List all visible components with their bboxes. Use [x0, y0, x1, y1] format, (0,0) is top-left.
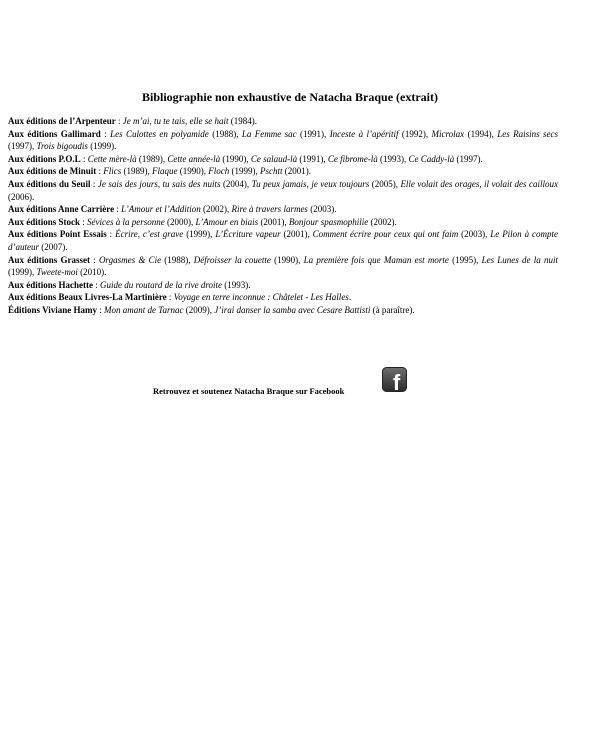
book-title: L’Amour et l’Addition [121, 204, 201, 215]
publisher-name: Aux éditions Gallimard [8, 128, 101, 139]
book-title: La Femme sac [241, 128, 297, 139]
book-title: Écrire, c’est grave [115, 229, 184, 240]
bibliography-entry [8, 304, 558, 317]
entry-text: (2001), [258, 216, 289, 227]
entry-text: (1993), [377, 153, 409, 164]
bibliography-entry [8, 279, 558, 292]
entry-text: (1993). [222, 279, 251, 290]
book-title: L’Écriture vapeur [215, 229, 281, 240]
facebook-promo [0, 367, 590, 396]
publisher-name: Aux éditions P.O.L [8, 153, 81, 164]
entry-text: (1984). [228, 116, 257, 126]
book-title: Flics [103, 166, 122, 177]
publisher-name: Aux éditions Hachette [8, 279, 93, 290]
entry-text: (2002). [368, 216, 397, 227]
entry-text: : [97, 304, 105, 315]
book-title: Défroisser la couette [193, 254, 271, 265]
publisher-name: Éditions Viviane Hamy [8, 304, 98, 315]
bibliography-entry [8, 165, 558, 178]
bibliography-entry [8, 153, 558, 166]
bibliography-entry [8, 254, 558, 279]
book-title: Trois bigoudis [36, 141, 88, 152]
entry-text: (2009), [183, 304, 215, 315]
entry-text: : [93, 279, 101, 290]
book-title: Le Pilon à compte d’auteur [8, 229, 558, 252]
book-title: Pschtt [260, 166, 283, 177]
entry-text: : [115, 116, 123, 126]
facebook-icon[interactable] [382, 367, 407, 392]
book-title: Cette mère-là [87, 153, 137, 164]
entry-text: (à paraître). [370, 304, 415, 315]
entry-text: : [106, 229, 116, 240]
entry-text: : [89, 254, 99, 265]
book-title: Les Raisins secs [497, 128, 559, 139]
publisher-name: Aux éditions Stock [8, 216, 81, 227]
entry-text: (1994), [464, 128, 498, 139]
publisher-name: Aux éditions du Seuil [8, 178, 91, 189]
entry-text: (1997). [454, 153, 483, 164]
entry-text: (2004), [220, 178, 252, 189]
entry-text: (1992), [398, 128, 432, 139]
publisher-name: Aux éditions de l’Arpenteur [8, 116, 116, 126]
entry-text: (2010). [77, 267, 107, 278]
book-title: Flaque [152, 166, 178, 177]
entry-text: (1989), [136, 153, 168, 164]
entry-text: (1991), [297, 153, 328, 164]
book-title: L’Amour en biais [195, 216, 259, 227]
book-title: Microlax [431, 128, 465, 139]
entry-text: (1990), [270, 254, 304, 265]
entry-text: : [114, 204, 122, 215]
entry-text: (2003). [307, 204, 337, 215]
book-title: Voyage en terre inconnue : Châtelet - Les Halles [173, 292, 349, 303]
facebook-label: Retrouvez et soutenez Natacha Braque sur Facebook [153, 386, 345, 396]
book-title: Floch [208, 166, 230, 177]
book-title: Inceste à l’apéritif [329, 128, 399, 139]
bibliography-entry [8, 216, 558, 229]
entry-text: (2001), [280, 229, 313, 240]
bibliography-entry [8, 128, 558, 153]
publisher-name: Aux éditions Anne Carrière [8, 204, 115, 215]
entry-text: (2001). [282, 166, 312, 177]
publisher-name: Aux éditions Point Essais [8, 229, 107, 240]
book-title: Orgasmes & Cie [98, 254, 162, 265]
entry-text: : [100, 128, 111, 139]
publisher-name: Aux éditions Beaux Livres-La Martinière [8, 292, 167, 303]
entry-text: (1989), [121, 166, 153, 177]
book-title: Comment écrire pour ceux qui ont faim [312, 229, 459, 240]
book-title: Cette année-là [167, 153, 221, 164]
entry-text: (1990), [220, 153, 251, 164]
book-title: Tweete-moi [36, 267, 78, 278]
book-title: Elle volait des orages, il volait des cailloux [400, 178, 558, 189]
entry-text: (2006). [8, 191, 35, 202]
book-title: Tu peux jamais, je veux toujours [251, 178, 370, 189]
page-title: Bibliographie non exhaustive de Natacha Braque (extrait) [142, 90, 438, 104]
entry-text: . [348, 292, 352, 303]
bibliography-entry [8, 291, 558, 304]
bibliography-page [8, 90, 558, 317]
entry-text: (2000), [164, 216, 196, 227]
entry-text: (1997), [8, 141, 37, 152]
bibliography-list [8, 115, 558, 317]
book-title: Ce fibrome-là [327, 153, 378, 164]
entry-text: (1999), [229, 166, 261, 177]
book-title: Ce salaud-là [250, 153, 298, 164]
book-title: La première fois que Maman est morte [303, 254, 449, 265]
bibliography-entry [8, 115, 558, 128]
book-title: Je m’ai, tu te tais, elle se hait [122, 116, 229, 126]
entry-text: (1999), [183, 229, 216, 240]
book-title: Je sais des jours, tu sais des nuits [97, 178, 221, 189]
entry-text: (1995), [448, 254, 482, 265]
book-title: Sévices à la personne [87, 216, 165, 227]
publisher-name: Aux éditions de Minuit [8, 166, 97, 177]
book-title: Ce Caddy-là [408, 153, 455, 164]
entry-text: (2002), [200, 204, 232, 215]
entry-text: (2007). [39, 241, 68, 252]
bibliography-entry [8, 203, 558, 216]
book-title: Les Culottes en polyamide [110, 128, 209, 139]
entry-text: (2003), [458, 229, 491, 240]
entry-text: : [80, 216, 88, 227]
book-title: Bonjour spasmophilie [288, 216, 369, 227]
entry-text: : [166, 292, 174, 303]
bibliography-entry [8, 178, 558, 203]
book-title: Mon amant de Tarnac [104, 304, 184, 315]
bibliography-entry [8, 228, 558, 253]
entry-text: (1988), [161, 254, 194, 265]
entry-text: (2005), [369, 178, 401, 189]
book-title: Guide du routard de la rive droite [100, 279, 222, 290]
entry-text: (1991), [296, 128, 330, 139]
entry-text: : [80, 153, 88, 164]
entry-text: : [90, 178, 98, 189]
entry-text: (1988), [208, 128, 242, 139]
entry-text: (1999), [8, 267, 37, 278]
entry-text: (1990), [177, 166, 209, 177]
book-title: Les Lunes de la nuit [481, 254, 558, 265]
facebook-glyph: f [392, 370, 401, 392]
entry-text: (1999). [87, 141, 117, 152]
publisher-name: Aux éditions Grasset [8, 254, 90, 265]
book-title: J’irai danser la samba avec Cesare Battisti [214, 304, 371, 315]
book-title: Rire à travers larmes [231, 204, 308, 215]
entry-text: : [96, 166, 104, 177]
